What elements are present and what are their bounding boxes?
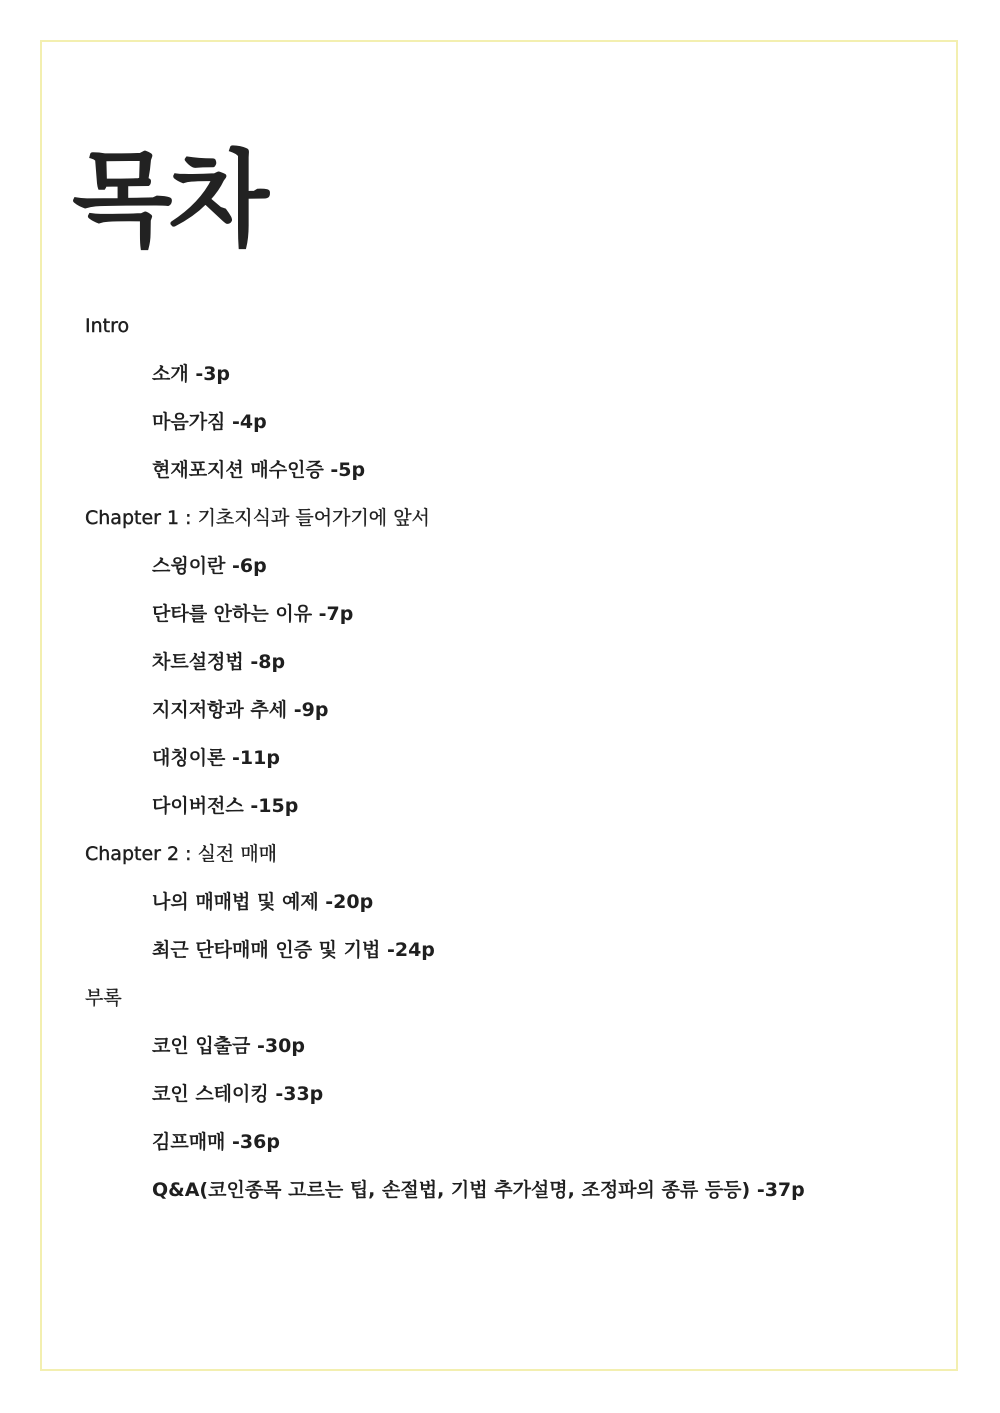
toc-entry: 지지저항과 추세 -9p — [152, 699, 329, 721]
toc-entry: 마음가짐 -4p — [152, 411, 267, 433]
toc-section-heading: Chapter 2 : 실전 매매 — [85, 843, 278, 865]
page-title: 목차 — [72, 139, 265, 261]
toc-entry: 차트설정법 -8p — [152, 651, 286, 673]
toc-entry: 나의 매매법 및 예제 -20p — [152, 891, 374, 913]
toc-entry: 김프매매 -36p — [152, 1131, 280, 1153]
toc-section-heading: 부록 — [85, 987, 122, 1009]
toc-entry: 단타를 안하는 이유 -7p — [152, 603, 354, 625]
toc-section-heading: Intro — [85, 315, 130, 337]
toc-entry: 최근 단타매매 인증 및 기법 -24p — [152, 939, 435, 961]
toc-section-heading: Chapter 1 : 기초지식과 들어가기에 앞서 — [85, 507, 430, 529]
toc-entry: 소개 -3p — [152, 363, 231, 385]
toc-entry: 다이버전스 -15p — [152, 795, 299, 817]
toc-entry: Q&A(코인종목 고르는 팁, 손절법, 기법 추가설명, 조정파의 종류 등등) -37p — [152, 1179, 805, 1201]
toc-entry: 스윙이란 -6p — [152, 555, 267, 577]
toc-entry: 대칭이론 -11p — [152, 747, 280, 769]
toc-entry: 코인 스테이킹 -33p — [152, 1083, 324, 1105]
table-of-contents — [85, 312, 805, 1224]
toc-entry: 코인 입출금 -30p — [152, 1035, 305, 1057]
toc-entry: 현재포지션 매수인증 -5p — [152, 459, 366, 481]
